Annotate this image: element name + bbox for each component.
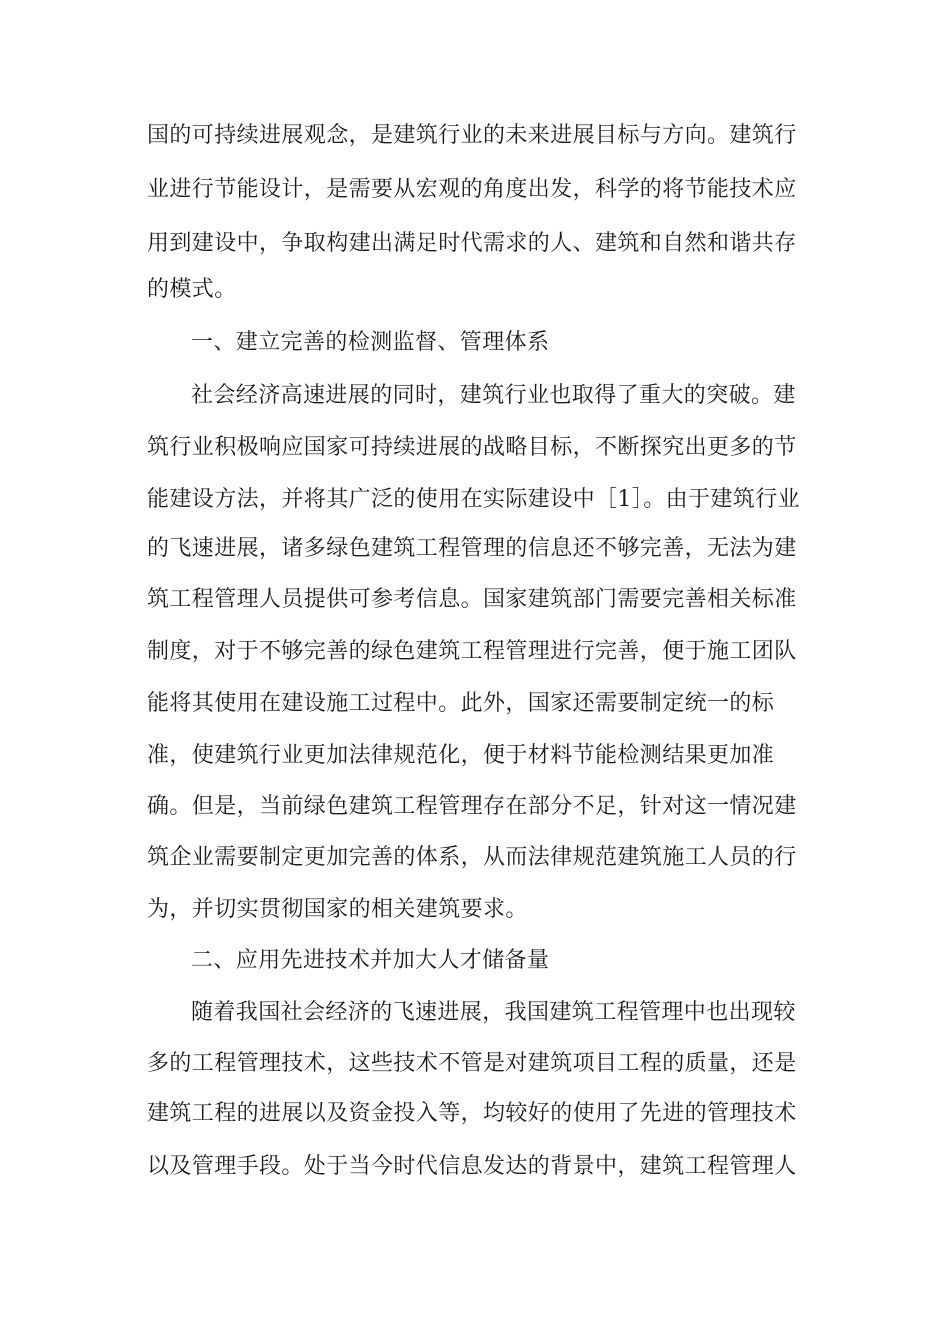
body-text-line: 的飞速进展，诸多绿色建筑工程管理的信息还不够完善，无法为建 — [147, 536, 797, 561]
body-text-line: 准，使建筑行业更加法律规范化，便于材料节能检测结果更加准 — [147, 743, 775, 768]
section-heading-1: 一、建立完善的检测监督、管理体系 — [191, 330, 550, 355]
body-text-line: 制度，对于不够完善的绿色建筑工程管理进行完善，便于施工团队 — [147, 639, 797, 664]
body-text-line: 能建设方法，并将其广泛的使用在实际建设中［1］。由于建筑行业 — [147, 487, 800, 512]
body-text-line: 以及管理手段。处于当今时代信息发达的背景中，建筑工程管理人 — [147, 1154, 797, 1179]
body-text-line: 随着我国社会经济的飞速进展，我国建筑工程管理中也出现较 — [191, 1000, 796, 1025]
body-text-line: 多的工程管理技术，这些技术不管是对建筑项目工程的质量，还是 — [147, 1051, 797, 1076]
section-heading-2: 二、应用先进技术并加大人才储备量 — [191, 948, 550, 973]
body-text-line: 能将其使用在建设施工过程中。此外，国家还需要制定统一的标 — [147, 691, 775, 716]
body-text-line: 确。但是，当前绿色建筑工程管理存在部分不足，针对这一情况建 — [147, 794, 797, 819]
body-text-line: 筑工程管理人员提供可参考信息。国家建筑部门需要完善相关标准 — [147, 587, 797, 612]
body-text-line: 用到建设中，争取构建出满足时代需求的人、建筑和自然和谐共存 — [147, 231, 797, 256]
body-text-line: 筑行业积极响应国家可持续进展的战略目标，不断探究出更多的节 — [147, 435, 797, 460]
body-text-line: 筑企业需要制定更加完善的体系，从而法律规范建筑施工人员的行 — [147, 845, 797, 870]
body-text-line: 的模式。 — [147, 277, 237, 302]
body-text-line: 为，并切实贯彻国家的相关建筑要求。 — [147, 897, 528, 922]
body-text-line: 国的可持续进展观念，是建筑行业的未来进展目标与方向。建筑行 — [147, 123, 797, 148]
body-text-line: 建筑工程的进展以及资金投入等，均较好的使用了先进的管理技术 — [147, 1101, 797, 1126]
body-text-line: 业进行节能设计，是需要从宏观的角度出发，科学的将节能技术应 — [147, 177, 797, 202]
body-text-line: 社会经济高速进展的同时，建筑行业也取得了重大的突破。建 — [191, 383, 796, 408]
